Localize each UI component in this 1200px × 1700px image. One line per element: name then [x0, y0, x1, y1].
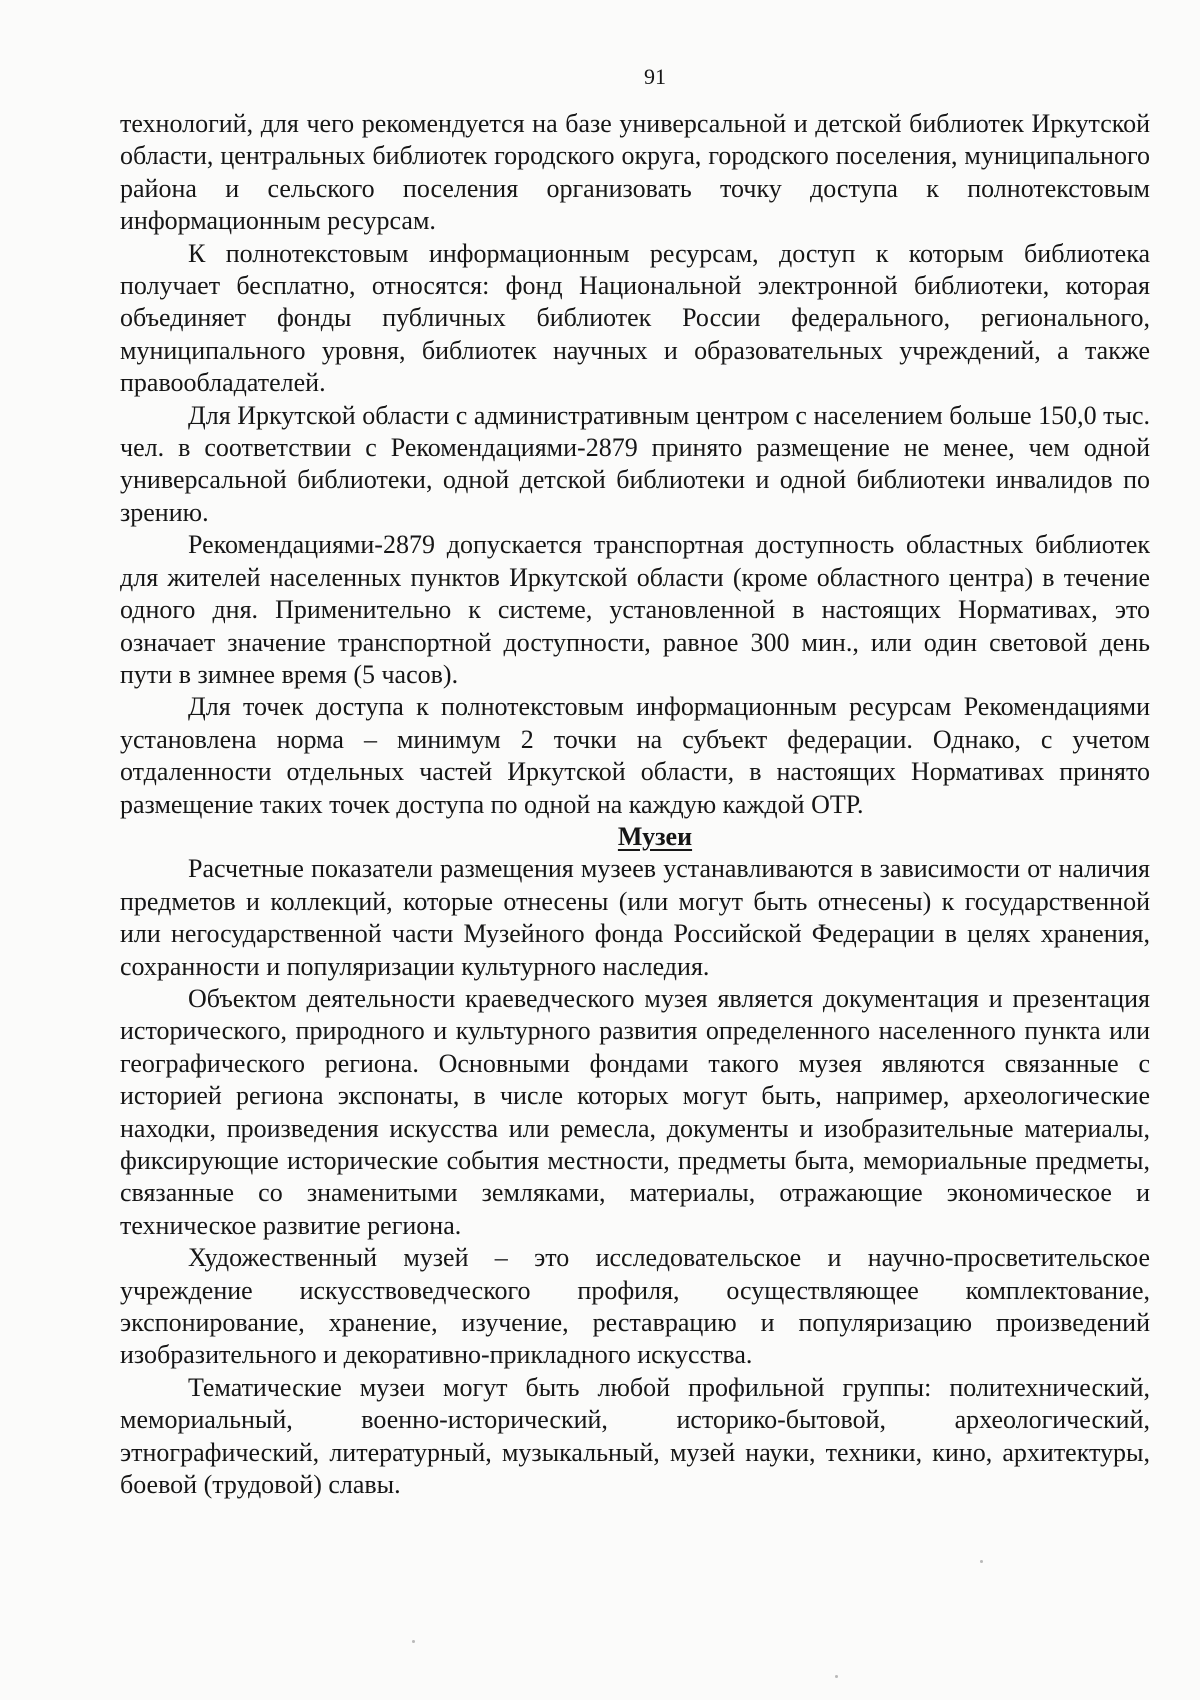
scan-speck	[412, 1640, 415, 1643]
paragraph: К полнотекстовым информационным ресурсам, доступ к которым библиотека получает бесплатно, относятся: фонд Национальной электронной библиотеки, которая объединяет фонды публичных библиотек России федерального, регионального, муниципального уровня, библиотек научных и образовательных учреждений, а также правообладателей.	[120, 238, 1150, 398]
paragraph: Рекомендациями-2879 допускается транспортная доступность областных библиотек для жителей населенных пунктов Иркутской области (кроме областного центра) в течение одного дня. Применительно к системе, установленной в настоящих Нормативах, это означает значение транспортной доступности, равное 300 мин., или один световой день пути в зимнее время (5 часов).	[120, 530, 1150, 689]
paragraph: Расчетные показатели размещения музеев устанавливаются в зависимости от наличия предметов и коллекций, которые отнесены (или могут быть отнесены) к государственной или негосударственной части Музейного фонда Российской Федерации в целях хранения, сохранности и популяризации культурного наследия.	[120, 854, 1150, 981]
paragraph: Объектом деятельности краеведческого музея является документация и презентация исторического, природного и культурного развития определенного населенного пункта или географического региона. Основными фондами такого музея являются связанные с историей региона экспонаты, в числе которых могут быть, например, археологические находки, произведения искусства или ремесла, документы и изобразительные материалы, фиксирующие исторические события местности, предметы быта, мемориальные предметы, связанные со знаменитыми земляками, материалы, отражающие экономическое и техническое развитие региона.	[120, 983, 1150, 1240]
page-content	[120, 108, 1150, 1501]
paragraph: Художественный музей – это исследовательское и научно-просветительское учреждение искусствоведческого профиля, осуществляющее комплектование, экспонирование, хранение, изучение, реставрацию и популяризацию произведений изобразительного и декоративно-прикладного искусства.	[120, 1243, 1150, 1370]
paragraph: Для Иркутской области с административным центром с населением больше 150,0 тыс. чел. в соответствии с Рекомендациями-2879 принято размещение не менее, чем одной универсальной библиотеки, одной детской библиотеки и одной библиотеки инвалидов по зрению.	[120, 400, 1150, 527]
paragraph: Для точек доступа к полнотекстовым информационным ресурсам Рекомендациями установлена норма – минимум 2 точки на субъект федерации. Однако, с учетом отдаленности отдельных частей Иркутской области, в настоящих Нормативах принято размещение таких точек доступа по одной на каждую каждой ОТР.	[120, 692, 1150, 819]
page-number: 91	[644, 64, 666, 89]
scan-speck	[835, 1675, 838, 1678]
paragraph: технологий, для чего рекомендуется на базе универсальной и детской библиотек Иркутской области, центральных библиотек городского округа, городского поселения, муниципального района и сельского поселения организовать точку доступа к полнотекстовым информационным ресурсам.	[120, 109, 1150, 236]
scan-speck	[980, 1560, 983, 1563]
section-heading: Музеи	[617, 821, 693, 851]
paragraph: Тематические музеи могут быть любой профильной группы: политехнический, мемориальный, военно-исторический, историко-бытовой, археологический, этнографический, литературный, музыкальный, музей науки, техники, кино, архитектуры, боевой (трудовой) славы.	[120, 1372, 1150, 1500]
